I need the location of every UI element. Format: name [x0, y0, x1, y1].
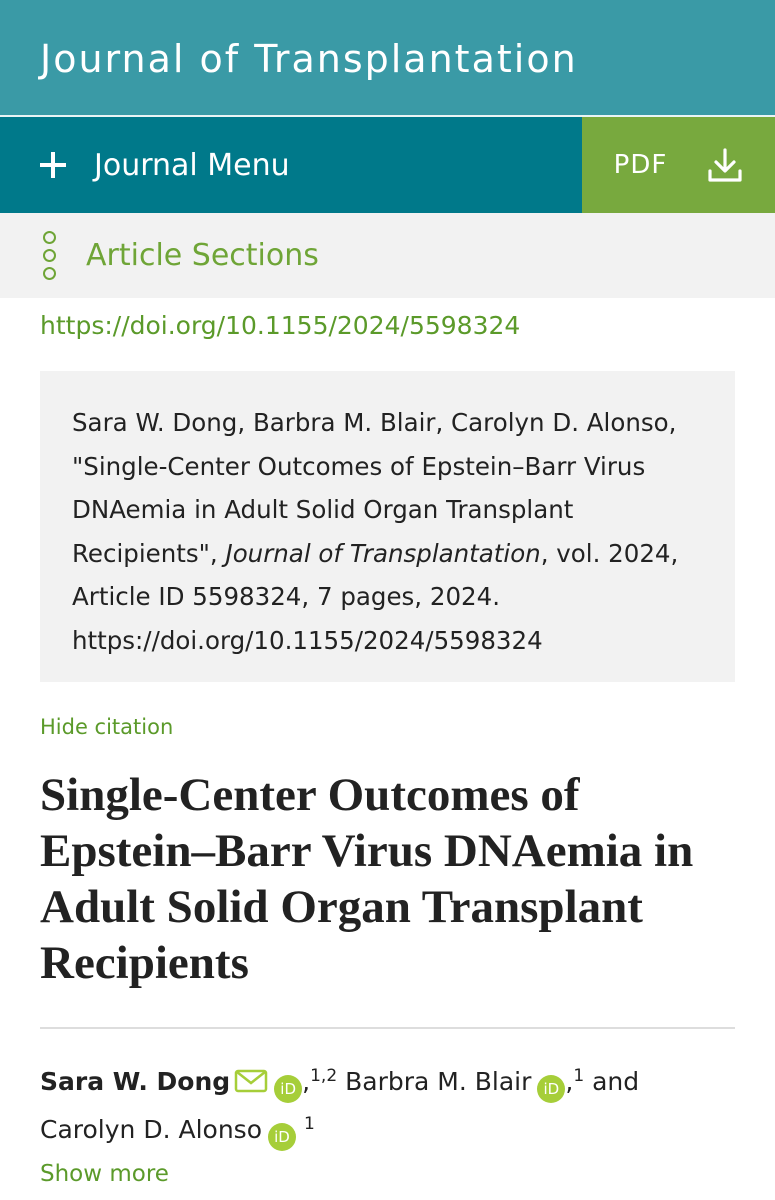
divider [40, 1027, 735, 1029]
citation-journal: Journal of Transplantation [225, 538, 541, 568]
show-more-link[interactable]: Show more [40, 1161, 169, 1187]
hide-citation-link[interactable]: Hide citation [40, 715, 174, 739]
author-name[interactable]: Sara W. Dong [40, 1067, 231, 1096]
orcid-icon[interactable]: iD [268, 1123, 296, 1151]
affiliation-marker[interactable]: 1 [303, 1114, 315, 1134]
affiliation-marker[interactable]: 1 [573, 1066, 585, 1086]
pdf-download-button[interactable] [582, 117, 775, 213]
author-name[interactable]: Barbra M. Blair [345, 1067, 532, 1096]
journal-menu-label: Journal Menu [94, 147, 290, 183]
citation-details: , vol. 2024, Article ID 5598324, 7 pages, 2024. [72, 538, 679, 611]
journal-title[interactable]: Journal of Transplantation [40, 36, 578, 81]
affiliation-marker[interactable]: 1,2 [310, 1066, 338, 1086]
article-title: Single-Center Outcomes of Epstein–Barr Virus DNAemia in Adult Solid Organ Transplant Recipients [40, 769, 694, 989]
citation-doi: https://doi.org/10.1155/2024/5598324 [72, 625, 543, 655]
citation-authors: Sara W. Dong, Barbra M. Blair, Carolyn D. Alonso, [72, 408, 677, 437]
plus-icon [40, 152, 66, 178]
orcid-icon[interactable]: iD [274, 1075, 302, 1103]
journal-header [0, 0, 775, 115]
vertical-dots-icon [43, 231, 56, 280]
author-conjunction: and [592, 1067, 640, 1096]
author-name[interactable]: Carolyn D. Alonso [40, 1115, 262, 1144]
article-sections-button[interactable] [0, 213, 775, 298]
citation-title: "Single-Center Outcomes of Epstein–Barr Virus DNAemia in Adult Solid Organ Transplant Recipients", [72, 451, 646, 568]
orcid-icon[interactable]: iD [537, 1075, 565, 1103]
author-list: Sara W. Dong iD ,$^{1,2}$ Barbra M. Blair iD ,$^1$ and Carolyn D. Alonso iD $^1$ [40, 1055, 735, 1151]
nav-bar [0, 115, 775, 213]
download-icon [707, 147, 743, 183]
mail-icon[interactable] [234, 1069, 268, 1093]
doi-link[interactable]: https://doi.org/10.1155/2024/5598324 [40, 311, 521, 340]
citation-box [40, 371, 735, 682]
journal-menu-button[interactable] [0, 117, 582, 213]
pdf-label: PDF [613, 150, 668, 180]
article-sections-label: Article Sections [86, 238, 319, 273]
